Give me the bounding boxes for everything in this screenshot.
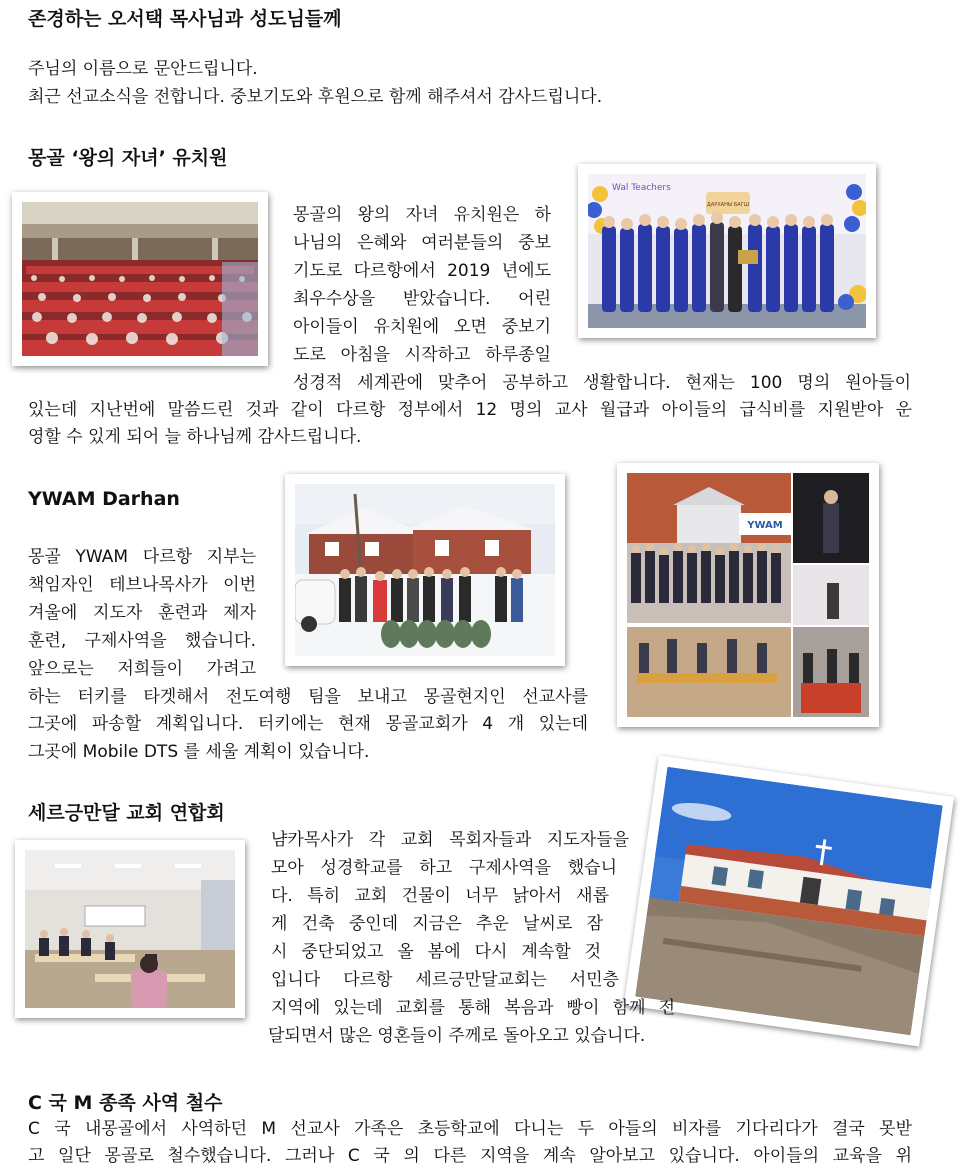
cnation-heading: C 국 M 종족 사역 철수: [28, 1092, 223, 1114]
kindergarten-heading: 몽골 ‘왕의 자녀’ 유치원: [28, 147, 228, 169]
serg-classroom-photo: [15, 840, 245, 1018]
serg-line-8: 달되면서 많은 영혼들이 주께로 돌아오고 있습니다.: [268, 1026, 646, 1046]
ywam-side-line-4: 훈련, 구제사역을 했습니다.: [28, 631, 256, 651]
kindergarten-side-line-4: 최우수상을 받았습니다. 어린: [293, 289, 551, 309]
kindergarten-side-line-1: 몽골의 왕의 자녀 유치원은 하: [293, 205, 551, 225]
ywam-collage-image: [627, 473, 869, 717]
auditorium-crowd-image: [22, 202, 258, 356]
ywam-collage-photo: [617, 463, 879, 727]
kindergarten-full-line-1: 성경적 세계관에 맞추어 공부하고 생활합니다. 현재는 100 명의 원아들이: [293, 373, 911, 393]
winter-relief-image: [295, 484, 555, 656]
award-ceremony-image: [588, 174, 866, 328]
kindergarten-side-line-6: 도로 아침을 시작하고 하루종일: [293, 345, 551, 365]
kindergarten-full-line-2: 있는데 지난번에 말씀드린 것과 같이 다르항 정부에서 12 명의 교사 월급과 아이들의 급식비를 지원받아 운: [28, 400, 912, 420]
ywam-side-line-5: 앞으로는 저희들이 가려고: [28, 659, 256, 679]
kindergarten-auditorium-photo: [12, 192, 268, 366]
banner-text-center: ДАРХАНЫ БАГШ: [706, 202, 750, 208]
ywam-side-line-3: 겨울에 지도자 훈련과 제자: [28, 603, 256, 623]
serg-heading: 세르긍만달 교회 연합회: [28, 802, 225, 824]
serg-line-4: 게 건축 중인데 지금은 추운 날씨로 잠: [271, 914, 603, 934]
serg-line-3: 다. 특히 교회 건물이 너무 낡아서 새롭: [271, 886, 609, 906]
kindergarten-full-line-3: 영할 수 있게 되어 늘 하나님께 감사드립니다.: [28, 427, 362, 447]
letter-salutation: 존경하는 오서택 목사님과 성도님들께: [28, 8, 342, 30]
cnation-line-2: 고 일단 몽골로 철수했습니다. 그러나 C 국 의 다른 지역을 계속 알아보고 있습니다. 아이들의 교육을 위: [28, 1146, 912, 1166]
cnation-line-1: C 국 내몽골에서 사역하던 M 선교사 가족은 초등학교에 다니는 두 아들의 비자를 기다리다가 결국 못받: [28, 1119, 912, 1139]
kindergarten-side-line-5: 아이들이 유치원에 오면 중보기: [293, 317, 551, 337]
banner-text-left: Wal Teachers: [612, 183, 671, 193]
classroom-image: [25, 850, 235, 1008]
ywam-sign-text: YWAM: [747, 520, 783, 531]
church-construction-image: [635, 767, 943, 1035]
kindergarten-side-line-3: 기도로 다르항에서 2019 년에도: [293, 261, 551, 281]
ywam-full-line-2: 그곳에 파송할 계획입니다. 터키에는 현재 몽골교회가 4 개 있는데: [28, 714, 588, 734]
serg-line-7: 지역에 있는데 교회를 통해 복음과 빵이 함께 전: [271, 998, 675, 1018]
kindergarten-side-line-2: 나님의 은혜와 여러분들의 중보: [293, 233, 551, 253]
serg-line-6: 입니다 다르항 세르긍만달교회는 서민층: [271, 970, 619, 990]
greeting-line-2: 최근 선교소식을 전합니다. 중보기도와 후원으로 함께 해주셔서 감사드립니다.: [28, 87, 603, 107]
ywam-winter-photo: [285, 474, 565, 666]
greeting-line-1: 주님의 이름으로 문안드립니다.: [28, 59, 258, 79]
serg-line-2: 모아 성경학교를 하고 구제사역을 했습니: [271, 858, 617, 878]
ywam-full-line-1: 하는 터키를 타겟해서 전도여행 팀을 보내고 몽골현지인 선교사를: [28, 687, 588, 707]
kindergarten-award-photo: [578, 164, 876, 338]
ywam-full-line-3: 그곳에 Mobile DTS 를 세울 계획이 있습니다.: [28, 742, 370, 762]
serg-line-5: 시 중단되었고 올 봄에 다시 계속할 것: [271, 942, 601, 962]
ywam-heading: YWAM Darhan: [28, 488, 180, 510]
serg-line-1: 냠카목사가 각 교회 목회자들과 지도자들을: [271, 830, 629, 850]
ywam-side-line-1: 몽골 YWAM 다르항 지부는: [28, 547, 256, 567]
ywam-side-line-2: 책임자인 테브나목사가 이번: [28, 575, 256, 595]
